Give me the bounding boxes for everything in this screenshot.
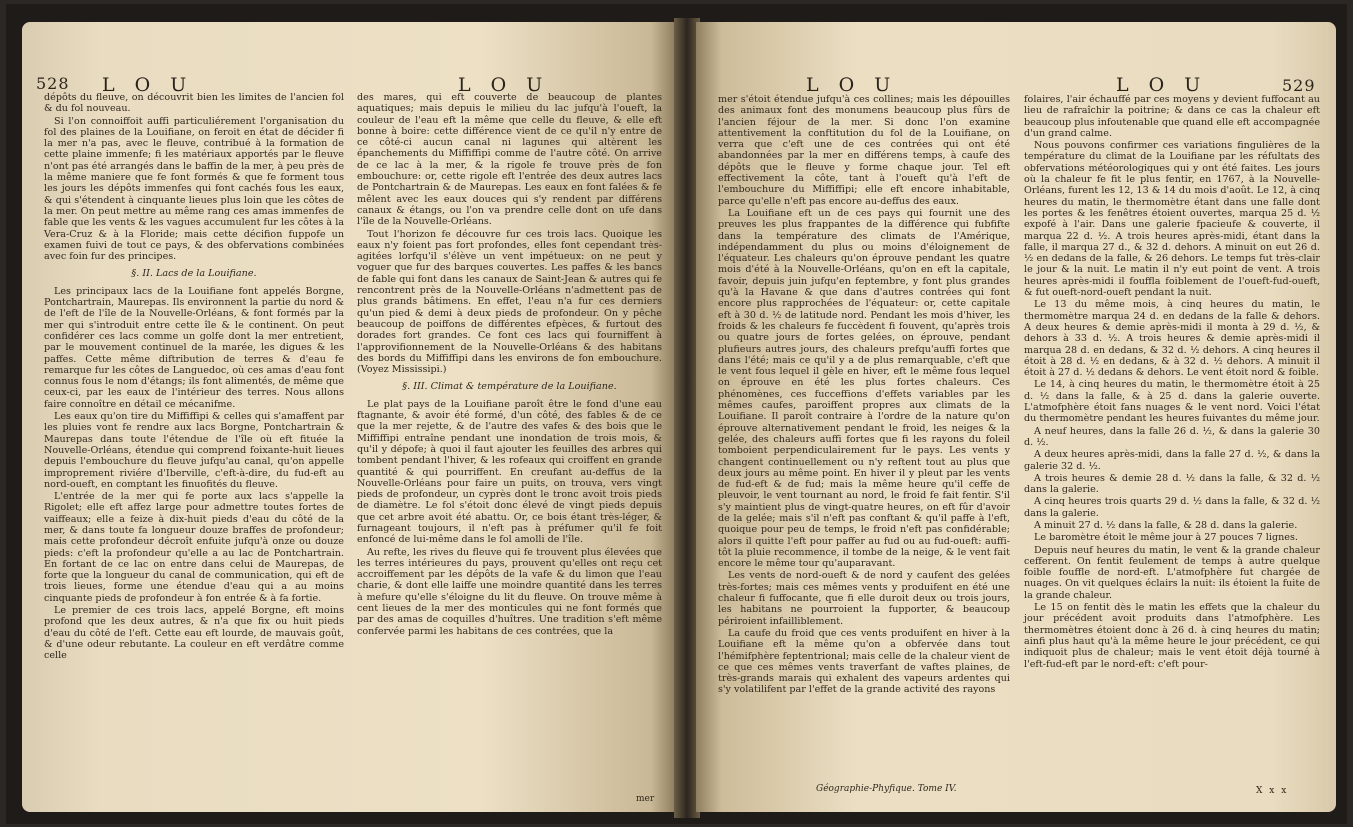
page-number-left: 528 [36, 74, 70, 93]
left-column-2 [357, 92, 662, 792]
catchword: mer [636, 794, 655, 804]
paragraph: A trois heures & demie 28 d. ½ dans la falle, & 32 d. ½ dans la galerie. [1024, 472, 1320, 496]
left-column-1 [44, 92, 344, 802]
paragraph: des mares, qui eft couverte de beaucoup de plantes aquatiques; mais depuis le milieu du lac jufqu'à l'oueft, la couleur de l'eau eft la même que celle du fleuve, & elle eft bonne à boire: cette différence vient de ce qu'il n'y entre de ce côté-ci aucun canal ni lagunes qui altèrent les épanchements du Miffiffipi comme de l'autre côté. On arrive de ce lac à la mer, & la rigole fe trouve près de fon embouchure: or, cette rigole eft l'entrée des deux autres lacs de Pontchartrain & de Maurepas. Les eaux en font falées & fe mêlent avec les eaux douces qui s'y rendent par différens canaux & étangs, ou l'on va prendre celle dont on ufe dans l'île de la Nouvelle-Orléans. [357, 92, 662, 228]
right-column-2 [1024, 94, 1320, 784]
paragraph: Les vents de nord-oueft & de nord y caufent des gelées très-fortes; mais ces mêmes vents y produifent en été une chaleur fi fuffocante, que fi elle duroit deux ou trois jours, les habitans ne pourroient la fupporter, & beaucoup périroient infailliblement. [718, 570, 1010, 627]
paragraph: A cinq heures trois quarts 29 d. ½ dans la falle, & 32 d. ½ dans la galerie. [1024, 496, 1320, 519]
paragraph: Le 15 on fentit dès le matin les effets que la chaleur du jour précédent avoit produits dans l'atmofphère. Les thermomètres étoient donc à 26 d. à cinq heures du matin; ainfi plus haut qu'à la même heure le jour précédent, ce qui indiquoit plus de chaleur; mais le vent étoit déjà tourné à l'eft-fud-eft par le nord-eft: c'eft pour- [1024, 602, 1320, 670]
paragraph: mer s'étoit étendue jufqu'à ces collines; mais les dépouilles des animaux font des monumens beaucoup plus fûrs de l'ancien féjour de la mer. Si donc l'on examine attentivement la conftitution du fol de la Louifiane, on verra que c'eft une de ces contrées qui ont été abandonnées par la mer en différens temps, à caufe des dépôts que le fleuve y forme chaque jour. Tel eft effectivement la côte, tant à l'oueft qu'à l'eft de l'embouchure du Miffiffipi; elle eft encore inhabitable, parce qu'elle n'eft pas encore au-deffus des eaux. [718, 94, 1010, 207]
running-head-right-col1: L O U [806, 74, 898, 96]
paragraph: Depuis neuf heures du matin, le vent & la grande chaleur cefferent. On fentit feulement de temps à autre quelque foible fouffle de nord-eft. L'atmofphère fut chargée de nuages. On vit quelques éclairs la nuit: ils étoient la fuite de la grande chaleur. [1024, 544, 1320, 601]
paragraph: Le plat pays de la Louifiane paroît être le fond d'une eau ftagnante, & avoir été formé, d'un côté, des fables & de ce que la mer rejette, & de l'autre des vafes & des bois que le Miffiffipi entraîne pendant une inondation de trois mois, & qu'il y dépofe; à quoi il faut ajouter les feuilles des arbres qui tombent pendant l'hiver, & les rofeaux qui croiffent en grande quantité & qui pourriffent. En creufant au-deffus de la Nouvelle-Orléans pour faire un puits, on trouva, vers vingt pieds de profondeur, un cyprès dont le tronc avoit trois pieds de diamètre. Le fol s'étoit donc élevé de vingt pieds depuis que cet arbre avoit été abattu. Or, ce bois étant très-léger, & furnageant toujours, il n'eft pas à préfumer qu'il fe foit enfoncé de lui-même dans le fol amolli de l'île. [357, 398, 662, 546]
paragraph: folaires, l'air échauffé par ces moyens y devient fuffocant au lieu de rafraîchir la poitrine; & dans ce cas la chaleur eft beaucoup plus infoutenable que quand elle eft accompagnée d'un grand calme. [1024, 94, 1320, 139]
section-heading: §. III. Climat & température de la Louifiane. [402, 381, 617, 393]
paragraph: La Louifiane eft un de ces pays qui fournit une des preuves les plus frappantes de la différence qui fubfifte dans la température des climats de l'Amérique, indépendamment du plus ou moins d'éloignement de l'équateur. Les chaleurs qu'on éprouve pendant les quatre mois d'été à la Nouvelle-Orléans, qu'on en eft la capitale, favoir, depuis juin jufqu'en feptembre, y font plus grandes qu'à la Havane & que dans d'autres contrées qui font encore plus rapprochées de l'équateur: or, cette capitale eft à 30 d. ½ de latitude nord. Pendant les mois d'hiver, les froids & les chaleurs fe fuccèdent fi fouvent, qu'après trois ou quatre jours de fortes gelées, on éprouve, pendant plufieurs autres jours, des chaleurs prefqu'auffi fortes que dans l'été; mais ce qu'il y a de plus remarquable, c'eft que le vent fous lequel il gèle en hiver, eft le même fous lequel on éprouve en été les plus fortes chaleurs. Ces phénomènes, ces fucceffions d'effets variables par les mêmes caufes, paroiffent propres aux climats de la Louifiane. Il paroît contraire à l'ordre de la nature qu'on éprouve alternativement pendant le froid, les neiges & la gelée, des chaleurs auffi fortes que fi les rayons du foleil tomboient perpendiculairement fur le pays. Les vents y changent continuellement ou n'y reftent tout au plus que deux jours au même point. En hiver il y pleut par les vents de fud-eft & de fud; mais la même heure qu'il ceffe de pleuvoir, le vent tournant au nord, le froid fe fait fentir. S'il s'y maintient plus de vingt-quatre heures, on eft fûr d'avoir de la gelée; mais s'il n'eft pas conftant & qu'il paffe à l'eft, quoique pour peu de temps, le froid n'eft pas confidérable; alors il quitte l'eft pour paffer au fud ou au fud-oueft: auffi-tôt la pluie recommence, il tombe de la neige, & le vent fait encore le même tour qu'auparavant. [718, 207, 1010, 570]
paragraph: Au refte, les rives du fleuve qui fe trouvent plus élevées que les terres intérieures du pays, prouvent qu'elles ont reçu cet accroiffement par les dépôts de la vafe & du limon que l'eau charie, & dont elle laiffe une moindre quantité dans les terres à mefure qu'elle s'éloigne du lit du fleuve. On trouve même à cent lieues de la mer des monticules qui ne font formés que par des amas de coquilles d'huîtres. Une tradition s'eft même confervée parmi les habitans de ces contrées, que la [357, 546, 662, 637]
right-page [696, 22, 1336, 812]
paragraph: Le baromètre étoit le même jour à 27 pouces 7 lignes. [1034, 532, 1298, 544]
paragraph: Le 14, à cinq heures du matin, le thermomètre étoit à 25 d. ½ dans la falle, & à 25 d. dans la galerie ouverte. L'atmofphère étoit fans nuages & le vent nord. Voici l'état du thermomètre pendant les heures fuivantes du même jour. [1024, 379, 1320, 425]
running-head-left-col2: L O U [458, 74, 550, 96]
signature-line: Géographie-Phyfique. Tome IV. [816, 784, 957, 794]
paragraph: A minuit 27 d. ½ dans la falle, & 28 d. dans la galerie. [1034, 519, 1298, 531]
paragraph: Nous pouvons confirmer ces variations fingulières de la température du climat de la Louifiane par les réfultats des obfervations météorologiques qui y ont été faites. Les jours où la chaleur fe fit le plus fentir, en 1767, à la Nouvelle-Orléans, furent les 12, 13 & 14 du mois d'août. Le 12, à cinq heures du matin, le thermomètre étant dans une falle dont les portes & les fenêtres étoient ouvertes, marqua 25 d. ½ expofé à l'air. Dans une galerie fpacieufe & couverte, il marqua 22 d. ½. A trois heures après-midi, étant dans la falle, il marqua 27 d., & 32 d. dehors. A minuit on eut 26 d. ½ en dedans de la falle, & 26 dehors. Le temps fut très-clair le jour & la nuit. Le matin il n'y eut point de vent. A trois heures après-midi il fouffla foiblement de l'oueft-fud-oueft, & fut oueft-nord-oueft pendant la nuit. [1024, 140, 1320, 299]
paragraph: Tout l'horizon fe découvre fur ces trois lacs. Quoique les eaux n'y foient pas fort profondes, elles font cependant très-agitées lorfqu'il s'élève un vent impétueux: on ne peut y voguer que fur des barques couvertes. Les paffes & les bancs de fable qui font dans les canaux de Saint-Jean & autres qui fe rencontrent près de la Nouvelle-Orléans n'admettent pas de plus grands bâtimens. En effet, l'eau n'a fur ces derniers qu'un pied & demi à deux pieds de profondeur. On y pêche beaucoup de poiffons de différentes efpèces, & furtout des dorades fort grandes. Ce font ces lacs qui fourniffent à l'approvifionnement de la Nouvelle-Orléans & des habitans des bords du Miffiffipi dans les environs de fon embouchure. (Voyez Mississipi.) [357, 228, 662, 376]
book-spread [6, 4, 1347, 824]
left-page [22, 22, 677, 812]
paragraph: dépôts du fleuve, on découvrit bien les limites de l'ancien fol & du fol nouveau. [44, 92, 344, 115]
paragraph: Le premier de ces trois lacs, appelé Borgne, eft moins profond que les deux autres, & n'a que fix ou huit pieds d'eau du côté de l'eft. Cette eau eft lourde, de mauvais goût, & d'une odeur rebutante. La couleur en eft verdâtre comme celle [44, 605, 344, 662]
section-heading: §. II. Lacs de la Louifiane. [131, 268, 257, 280]
paragraph: Les eaux qu'on tire du Miffiffipi & celles qui s'amaffent par les pluies vont fe rendre aux lacs Borgne, Pontchartrain & Maurepas dans toute l'étendue de l'île où eft fituée la Nouvelle-Orléans, étendue qui comprend foixante-huit lieues depuis l'embouchure du fleuve jufqu'au canal, qu'on appelle improprement riviére d'Iberville, c'eft-à-dire, du fud-eft au nord-oueft, en comptant les finuofités du fleuve. [44, 411, 344, 490]
paragraph: Si l'on connoiffoit auffi particuliérement l'organisation du fol des plaines de la Louifiane, on feroit en état de décider fi la mer n'a pas, avec le fleuve, contribué à la formation de cette plaine immenfe; fi les matériaux apportés par le fleuve n'ont pas été arrangés dans le baffin de la mer, à peu près de la même maniere que fe font formés & que fe forment tous les jours les dépôts immenfes qui font cachés fous les eaux, & qui s'étendent à cinquante lieues plus loin que les côtes de la mer. On peut mettre au même rang ces amas immenfes de fable que les vents & les vagues accumulent fur les côtes à la Vera-Cruz & à la Floride; mais cette décifion fuppofe un examen fuivi de tout ce pays, & des obfervations combinées avec foin fur des principes. [44, 115, 344, 263]
right-column-1 [718, 94, 1010, 784]
running-head-left-col1: L O U [102, 74, 194, 96]
paragraph: A deux heures après-midi, dans la falle 27 d. ½, & dans la galerie 32 d. ½. [1024, 449, 1320, 472]
page-number-right: 529 [1282, 76, 1316, 95]
paragraph: Les principaux lacs de la Louifiane font appelés Borgne, Pontchartrain, Maurepas. Ils environnent la partie du nord & de l'eft de l'île de la Nouvelle-Orléans, & font formés par la mer qui s'introduit entre cette île & le continent. On peut confidérer ces lacs comme un golfe dont la mer entretient, par le mouvement continuel de la marée, les digues & les paffes. Cette même diftribution de terres & d'eau fe remarque fur les côtes de Languedoc, où ces amas d'eau font connus fous le nom d'étangs; ils font alimentés, de même que ceux-ci, par les eaux de l'intérieur des terres. Nous allons faire connoître en détail ce mécanifme. [44, 285, 344, 410]
paragraph: La caufe du froid que ces vents produifent en hiver à la Louifiane eft la même qu'on a obfervée dans tout l'hémifphère feptentrional; mais celle de la chaleur vient de ce que ces mêmes vents traverfant de vaftes plaines, de très-grands marais qui exhalent des vapeurs ardentes qui s'y volatilifent par l'effet de la grande activité des rayons [718, 627, 1010, 696]
signature-mark: X x x [1256, 786, 1289, 796]
paragraph: Le 13 du même mois, à cinq heures du matin, le thermomètre marqua 24 d. en dedans de la falle & dehors. A deux heures & demie après-midi il monta à 29 d. ½, & dehors à 33 d. ½. A trois heures & demie après-midi il marqua 28 d. en dedans, & 32 d. ½ dehors. A cinq heures il étoit à 28 d. ½ en dedans, & à 32 d. ½ dehors. A minuit il étoit à 27 d. ½ dedans & dehors. Le vent étoit nord & foible. [1024, 299, 1320, 379]
running-head-right-col2: L O U [1116, 74, 1208, 96]
paragraph: A neuf heures, dans la falle 26 d. ½, & dans la galerie 30 d. ½. [1024, 425, 1320, 448]
paragraph: L'entrée de la mer qui fe porte aux lacs s'appelle la Rigolet; elle eft affez large pour admettre toutes fortes de vaiffeaux; elle a feize à dix-huit pieds d'eau du côté de la mer, & dans toute fa longueur douze braffes de profondeur; mais cette profondeur décroît enfuite jufqu'à onze ou douze pieds: c'eft la profondeur qu'elle a au lac de Pontchartrain. En fortant de ce lac on entre dans celui de Maurepas, de forte que la longueur du canal de communication, qui eft de trois lieues, forme une étendue d'eau qui a au moins cinquante pieds de profondeur à fon entrée & à fa fortie. [44, 491, 344, 604]
